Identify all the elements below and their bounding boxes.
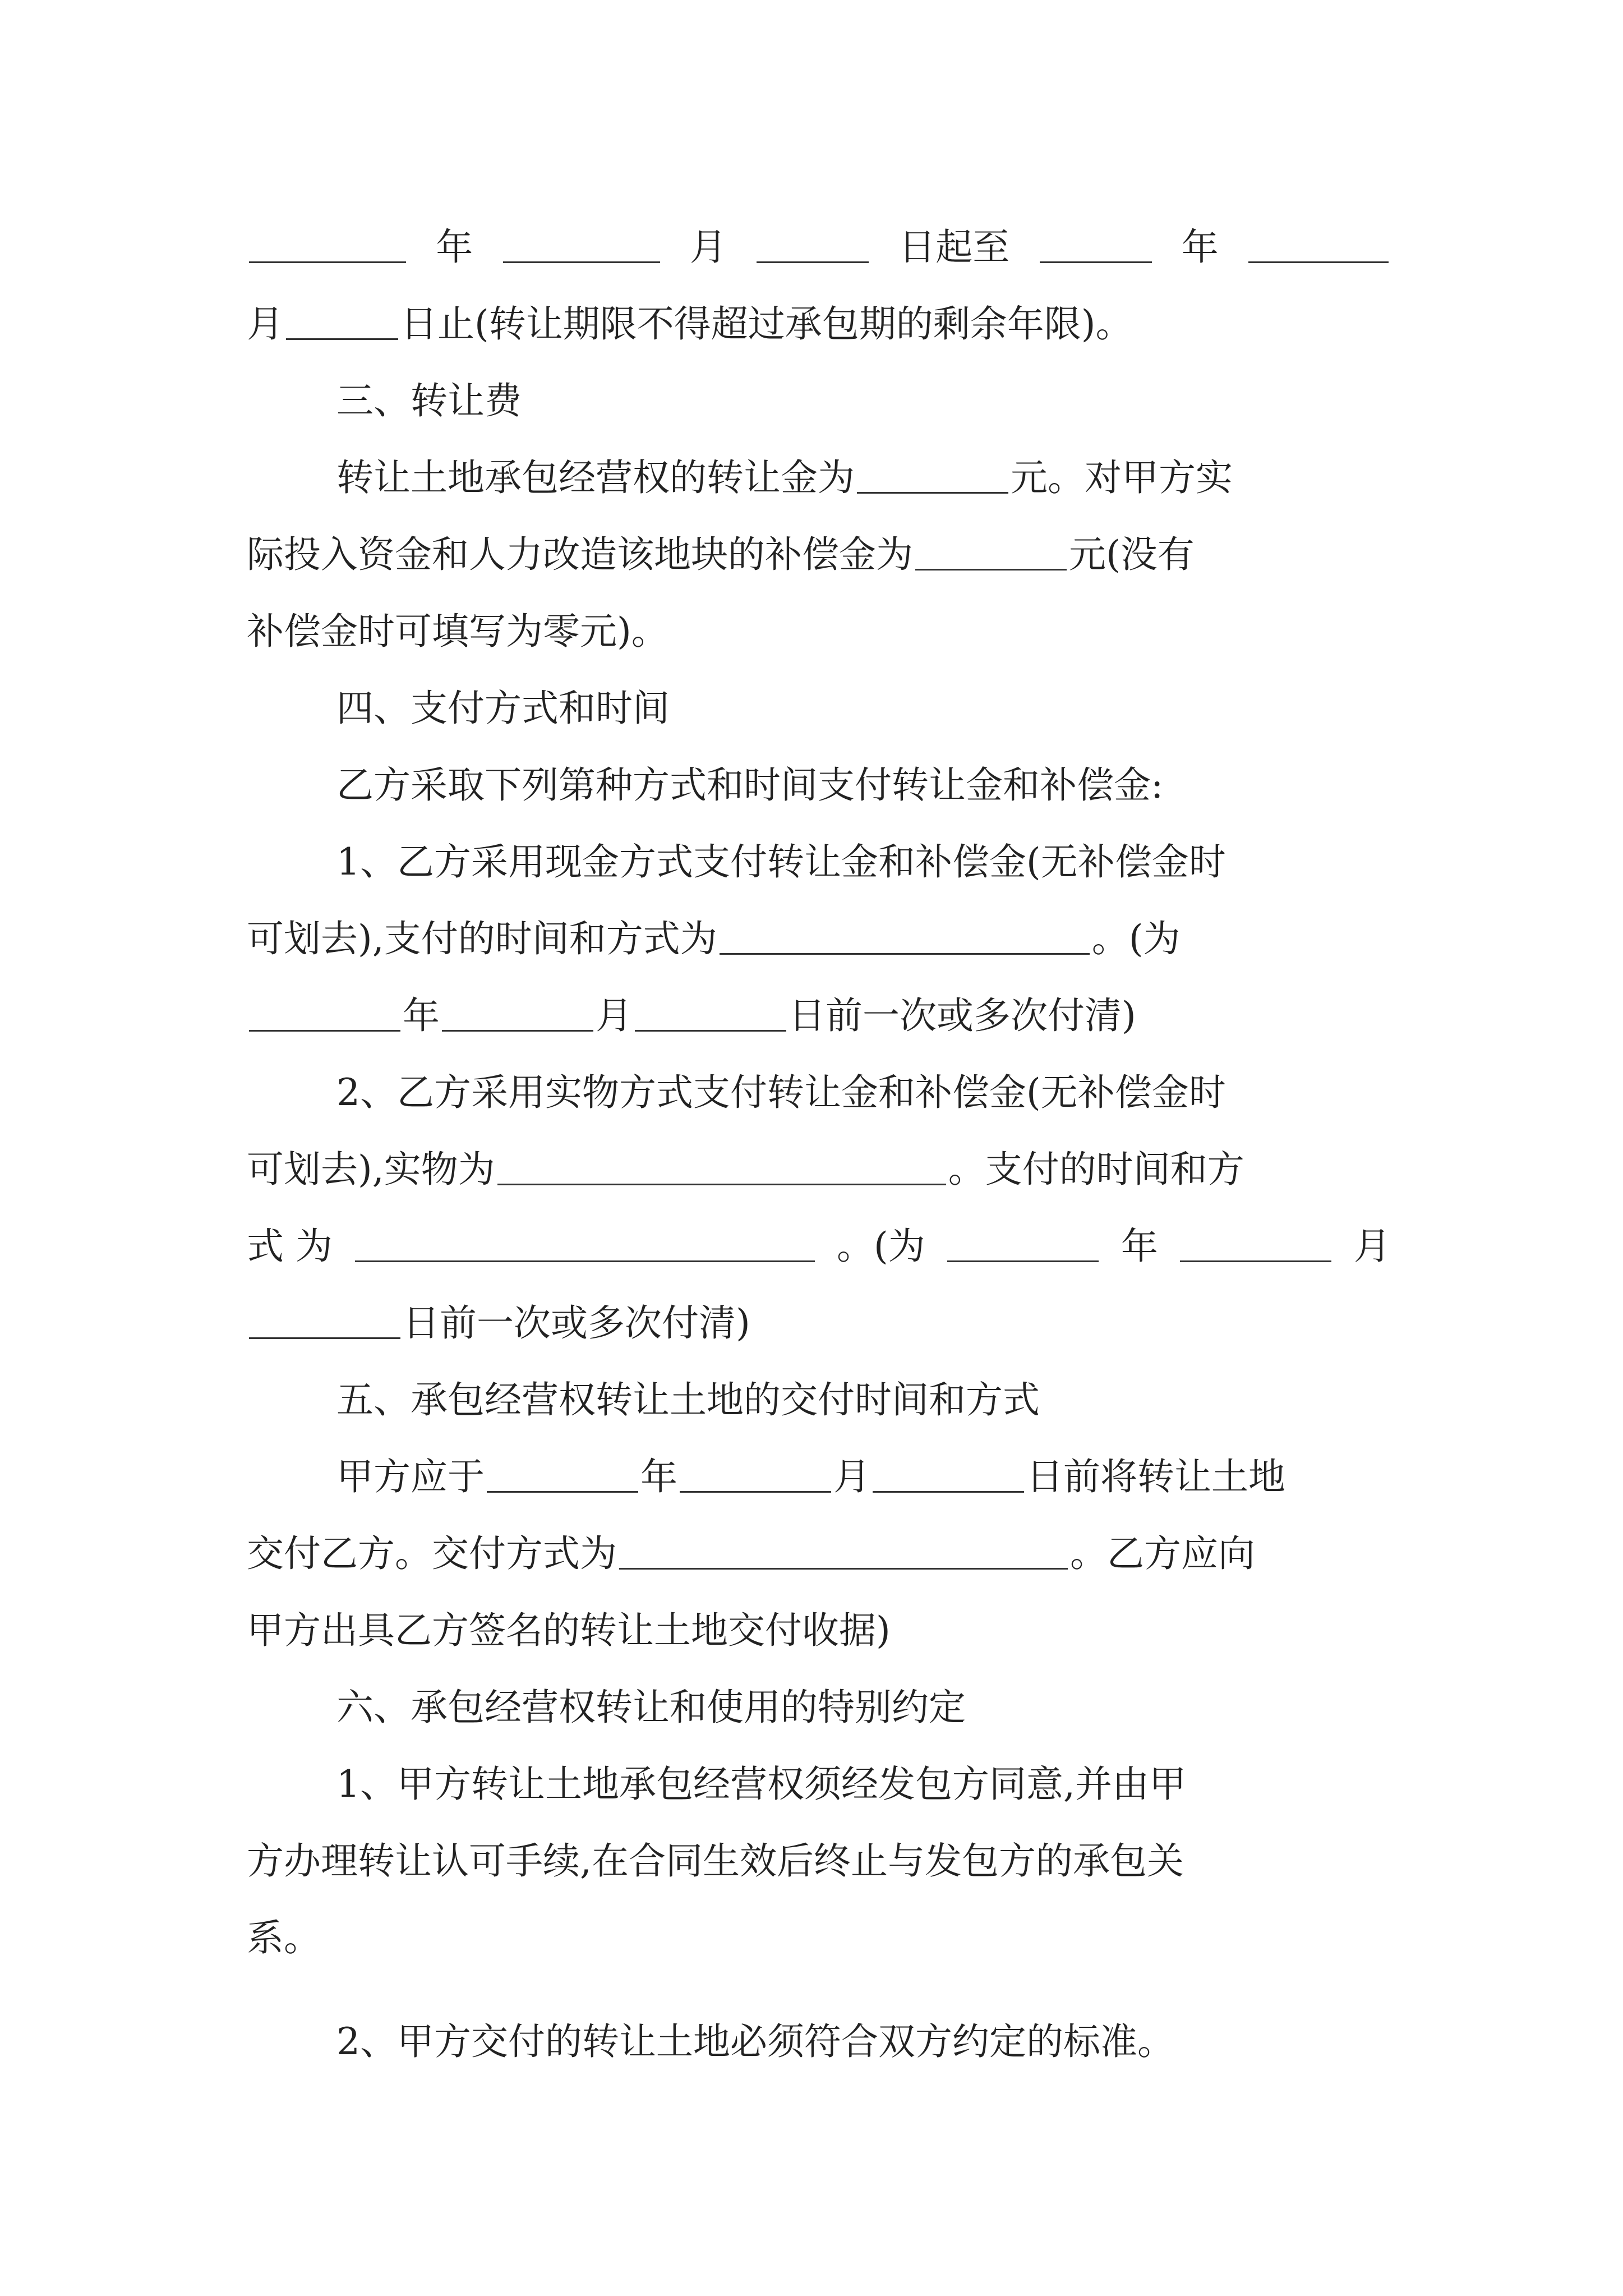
text-delivery-method-end: 。乙方应向 [1070, 1532, 1255, 1575]
text-special-term-1-end: 系。 [247, 1916, 321, 1959]
transfer-fee-line-3 [247, 593, 1391, 670]
text-day-from-to: 日起至 [898, 226, 1010, 269]
text-kind-label: 可划去),实物为 [247, 1148, 495, 1191]
text-kind-method: 。支付的时间和方 [948, 1148, 1244, 1191]
delivery-line-2 [247, 1515, 1391, 1592]
delivery-method-blank [619, 1529, 1068, 1570]
text-special-term-1-cont: 方办理转让认可手续,在合同生效后终止与发包方的承包关 [247, 1839, 1184, 1883]
compensation-blank [915, 530, 1067, 570]
payment-intro-line [247, 747, 1391, 823]
delivery-month-blank [680, 1452, 831, 1493]
text-kind-day: 日前一次或多次付清) [403, 1301, 750, 1345]
special-term-1-line-2 [247, 1823, 1391, 1899]
text-cash-method-end: 。(为 [1091, 917, 1181, 960]
section-6-heading [247, 1669, 1391, 1746]
end-month-blank [1248, 222, 1389, 263]
month-blank [503, 222, 660, 263]
cash-method-blank [720, 914, 1090, 955]
text-term-note: 日止(转让期限不得超过承包期的剩余年限)。 [400, 302, 1133, 346]
kind-payment-line-3 [247, 1208, 1391, 1285]
kind-payment-line-4 [247, 1285, 1391, 1361]
text-delivery-receipt: 甲方出具乙方签名的转让土地交付收据) [247, 1609, 891, 1652]
text-special-term-1: 1、甲方转让土地承包经营权须经发包方同意,并由甲 [336, 1763, 1186, 1806]
text-kind-payment: 2、乙方采用实物方式支付转让金和补偿金(无补偿金时 [336, 1071, 1226, 1114]
text-end-month: 月 [247, 302, 284, 346]
cash-payment-line-2 [247, 900, 1391, 977]
term-dates-line [247, 209, 1391, 286]
text-delivery-day: 日前将转让土地 [1026, 1455, 1285, 1498]
section-4-heading [247, 670, 1391, 747]
day-blank [757, 222, 869, 263]
heading-text: 四、支付方式和时间 [336, 687, 670, 730]
text-kind-for: 。(为 [837, 1225, 925, 1268]
text-cash-method-label: 可划去),支付的时间和方式为 [247, 917, 717, 960]
year-blank [249, 222, 406, 263]
cash-year-blank [249, 991, 400, 1032]
text-month: 月 [689, 226, 727, 269]
section-3-heading [247, 362, 1391, 439]
kind-month-blank [1180, 1221, 1331, 1262]
text-compensation-unit: 元(没有 [1069, 533, 1195, 576]
cash-payment-line-1 [247, 823, 1391, 900]
kind-year-blank [947, 1221, 1099, 1262]
text-kind-month: 月 [1353, 1225, 1391, 1268]
text-cash-year: 年 [403, 994, 440, 1037]
text-kind-method-label: 式 为 [247, 1225, 333, 1268]
text-fee-label: 转让土地承包经营权的转让金为 [336, 456, 855, 499]
text-compensation-label: 际投入资金和人力改造该地块的补偿金为 [247, 533, 913, 576]
heading-text: 五、承包经营权转让土地的交付时间和方式 [336, 1378, 1040, 1421]
paragraph-gap [247, 1976, 1391, 2003]
cash-day-blank [635, 991, 786, 1032]
cash-payment-line-3 [247, 977, 1391, 1054]
text-delivery-year: 年 [640, 1455, 677, 1498]
heading-text: 六、承包经营权转让和使用的特别约定 [336, 1686, 966, 1729]
text-cash-day: 日前一次或多次付清) [789, 994, 1136, 1037]
document-body [247, 209, 1391, 2080]
special-term-2-line [247, 2003, 1391, 2080]
text-delivery-month: 月 [833, 1455, 870, 1498]
text-payment-intro: 乙方采取下列第种方式和时间支付转让金和补偿金: [336, 763, 1164, 807]
text-kind-year: 年 [1121, 1225, 1158, 1268]
special-term-1-line-3 [247, 1899, 1391, 1976]
delivery-day-blank [873, 1452, 1024, 1493]
kind-payment-line-2 [247, 1131, 1391, 1208]
text-year: 年 [436, 226, 473, 269]
text-special-term-2: 2、甲方交付的转让土地必须符合双方约定的标准。 [336, 2020, 1174, 2063]
term-end-line [247, 286, 1391, 362]
transfer-fee-line-1 [247, 439, 1391, 516]
cash-month-blank [442, 991, 593, 1032]
text-fee-unit: 元。对甲方实 [1011, 456, 1233, 499]
text-cash-month: 月 [596, 994, 633, 1037]
text-end-year: 年 [1181, 226, 1219, 269]
text-delivery-label: 甲方应于 [336, 1455, 485, 1498]
special-term-1-line-1 [247, 1746, 1391, 1823]
kind-day-blank [249, 1298, 400, 1339]
text-delivery-method-label: 交付乙方。交付方式为 [247, 1532, 617, 1575]
transfer-fee-line-2 [247, 516, 1391, 593]
delivery-year-blank [487, 1452, 638, 1493]
text-compensation-note: 补偿金时可填写为零元)。 [247, 610, 668, 653]
delivery-line-1 [247, 1438, 1391, 1515]
kind-items-blank [497, 1144, 946, 1185]
end-year-blank [1040, 222, 1152, 263]
kind-payment-line-1 [247, 1054, 1391, 1131]
end-day-blank [286, 299, 398, 340]
section-5-heading [247, 1361, 1391, 1438]
kind-method-blank [355, 1221, 815, 1262]
transfer-fee-blank [857, 453, 1008, 494]
text-cash-payment: 1、乙方采用现金方式支付转让金和补偿金(无补偿金时 [336, 840, 1226, 884]
delivery-line-3 [247, 1592, 1391, 1669]
heading-text: 三、转让费 [336, 379, 522, 422]
